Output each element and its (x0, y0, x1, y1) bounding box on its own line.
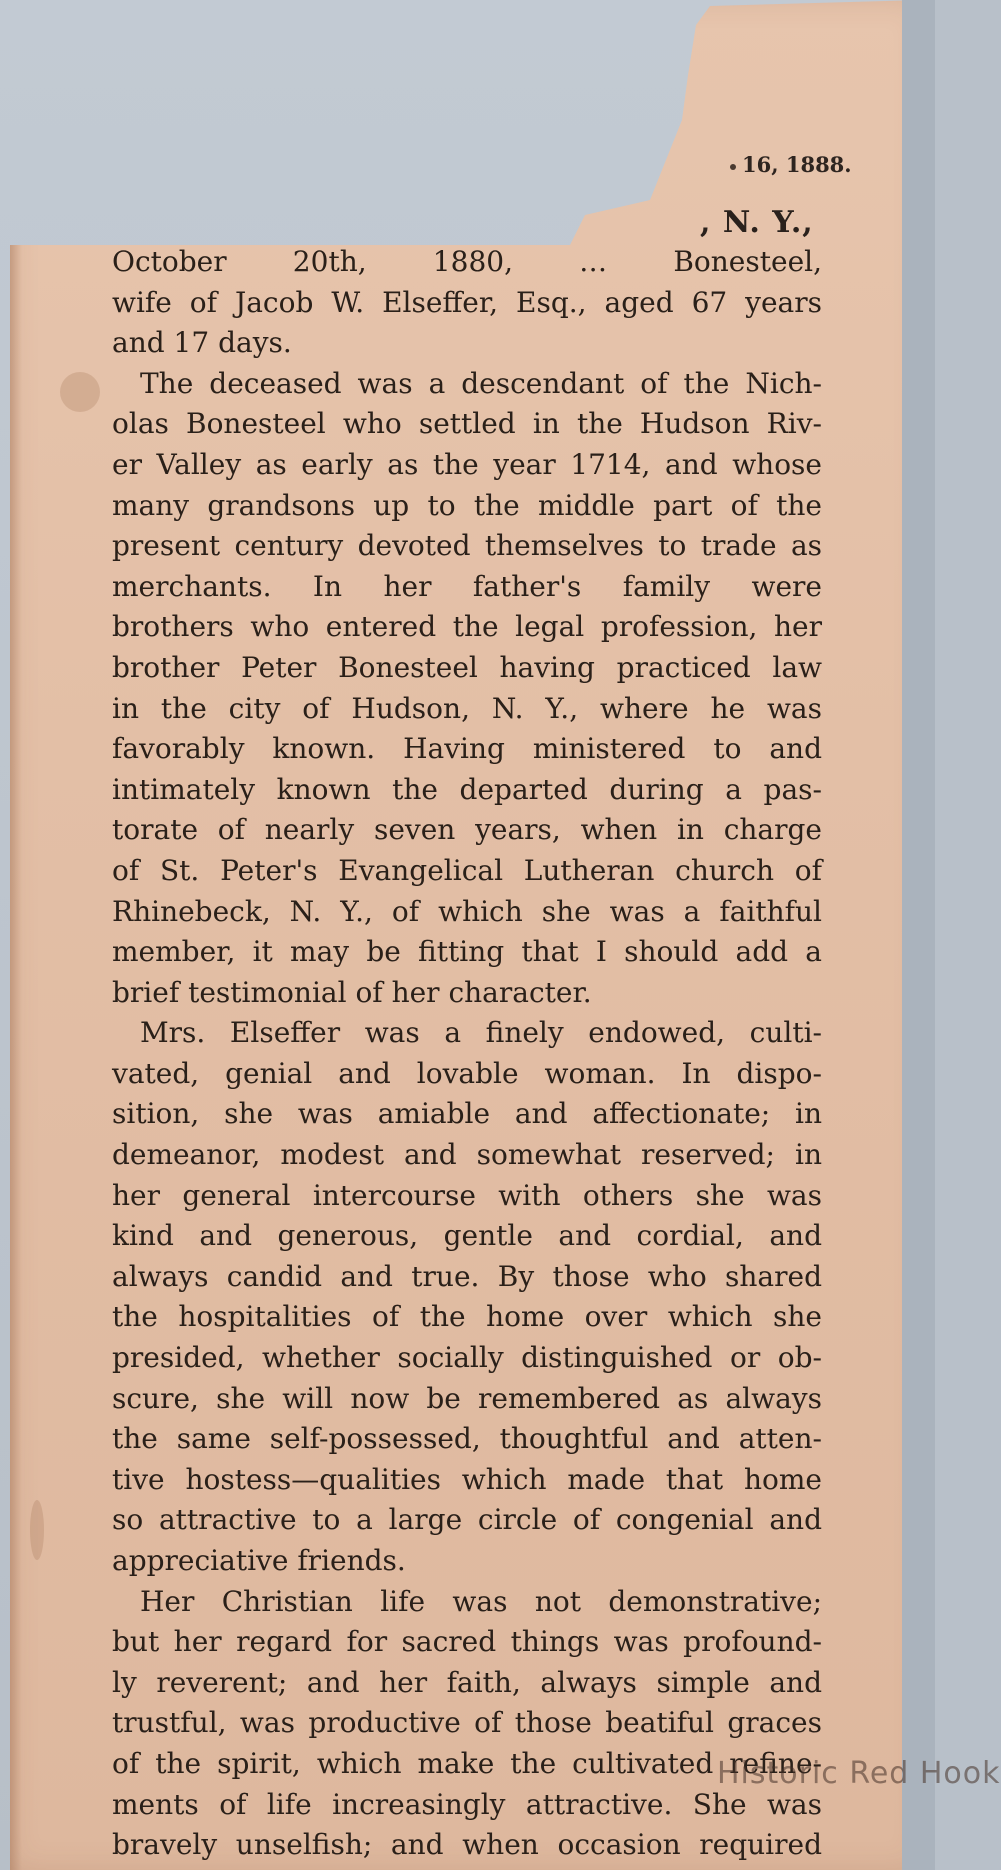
text-line: member, it may be fitting that I should add a (112, 935, 822, 969)
date-text: 16, 1888. (742, 152, 852, 177)
text-line: ments of life increasingly attractive. She was (112, 1787, 822, 1821)
text-line: wife of Jacob W. Elseffer, Esq., aged 67 years (112, 285, 822, 319)
text-line: Rhinebeck, N. Y., of which she was a faithful (112, 894, 822, 928)
text-line: demeanor, modest and somewhat reserved; in (112, 1138, 822, 1172)
text-line: but her regard for sacred things was profound- (112, 1625, 822, 1659)
text-line: tive hostess—qualities which made that home (112, 1462, 822, 1496)
text-line: always candid and true. By those who shared (112, 1259, 822, 1293)
text-line: favorably known. Having ministered to and (112, 732, 822, 766)
clipping-place: , N. Y., (700, 205, 814, 240)
text-line: in the city of Hudson, N. Y., where he was (112, 691, 822, 725)
torn-mark (730, 164, 736, 170)
text-line: The deceased was a descendant of the Nich- (140, 366, 822, 400)
text-line: of the spirit, which make the cultivated refine- (112, 1746, 822, 1780)
text-line: present century devoted themselves to trade as (112, 529, 822, 563)
text-line: merchants. In her father's family were (112, 569, 822, 603)
text-line: olas Bonesteel who settled in the Hudson Riv- (112, 407, 822, 441)
text-line: presided, whether socially distinguished or ob- (112, 1341, 822, 1375)
text-line: October 20th, 1880, … Bonesteel, (112, 245, 822, 278)
text-line: vated, genial and lovable woman. In dispo- (112, 1056, 822, 1090)
archive-watermark: Historic Red Hook (717, 1756, 1001, 1791)
text-line: many grandsons up to the middle part of the (112, 488, 822, 522)
paper-stain (60, 372, 100, 412)
text-line: appreciative friends. (112, 1544, 406, 1577)
text-line: of St. Peter's Evangelical Lutheran church of (112, 853, 822, 887)
text-line: her general intercourse with others she was (112, 1178, 822, 1212)
text-line: sition, she was amiable and affectionate; in (112, 1097, 822, 1131)
clipping-left-edge (10, 245, 22, 1870)
text-line: trustful, was productive of those beatiful graces (112, 1706, 822, 1740)
text-line: brother Peter Bonesteel having practiced law (112, 650, 822, 684)
text-line: the hospitalities of the home over which she (112, 1300, 822, 1334)
text-line: torate of nearly seven years, when in charge (112, 813, 822, 847)
text-line: so attractive to a large circle of congenial and (112, 1503, 822, 1537)
text-line: brothers who entered the legal profession, her (112, 610, 822, 644)
text-line: Mrs. Elseffer was a finely endowed, culti- (140, 1016, 822, 1050)
text-line: intimately known the departed during a pas- (112, 772, 822, 806)
obituary-text (112, 242, 822, 1866)
text-line: er Valley as early as the year 1714, and whose (112, 447, 822, 481)
text-line: ly reverent; and her faith, always simple and (112, 1665, 822, 1699)
text-line: Her Christian life was not demonstrative; (140, 1584, 822, 1618)
paper-stain (30, 1500, 44, 1560)
scanner-right-edge (902, 0, 935, 1870)
text-line: bravely unselfish; and when occasion required (112, 1828, 822, 1862)
text-line: scure, she will now be remembered as always (112, 1381, 822, 1415)
text-line: kind and generous, gentle and cordial, and (112, 1219, 822, 1253)
clipping-date (730, 152, 852, 177)
text-line: brief testimonial of her character. (112, 975, 592, 1009)
text-line: and 17 days. (112, 326, 292, 360)
text-line: the same self-possessed, thoughtful and atten- (112, 1422, 822, 1456)
